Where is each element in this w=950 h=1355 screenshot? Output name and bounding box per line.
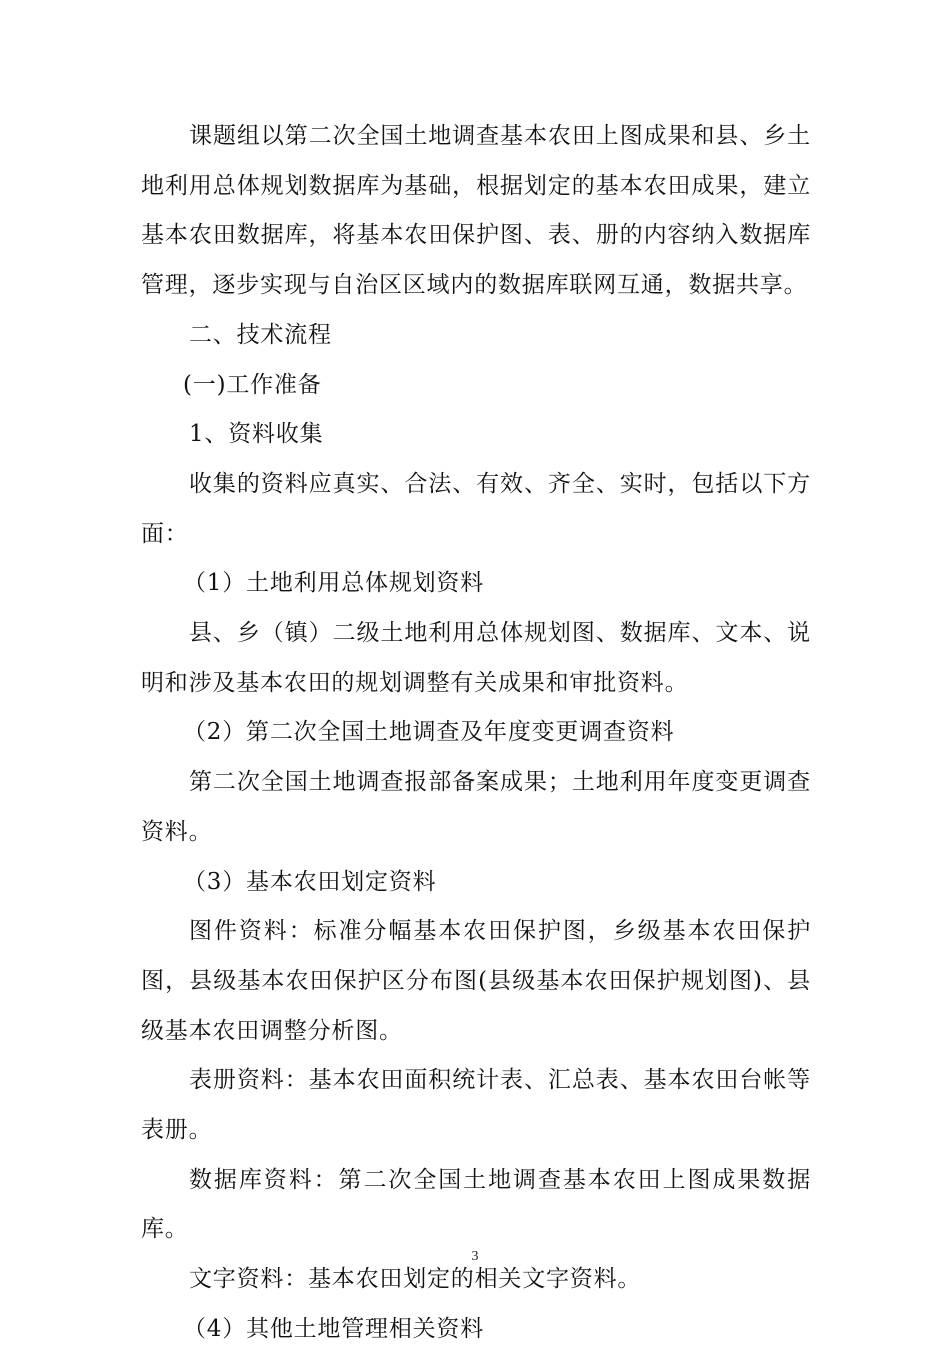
paragraph-database-materials: 数据库资料：第二次全国土地调查基本农田上图成果数据库。 (141, 1166, 811, 1243)
section-heading-technical-process: 二、技术流程 (189, 321, 332, 348)
paragraph-intro: 课题组以第二次全国土地调查基本农田上图成果和县、乡土地利用总体规划数据库为基础，根据划定的基本农田成果，建立基本农田数据库，将基本农田保护图、表、册的内容纳入数据库管理，逐步实现与自治区区域内的数据库联网互通，数据共享。 (141, 123, 811, 299)
item-heading-data-collection: 1、资料收集 (189, 421, 324, 448)
subsection-heading-preparation: (一)工作准备 (183, 371, 322, 398)
item-heading-land-use-plan: （1）土地利用总体规划资料 (183, 570, 485, 597)
item-heading-farmland-delineation: （3）基本农田划定资料 (183, 868, 437, 895)
paragraph-table-materials: 表册资料：基本农田面积统计表、汇总表、基本农田台帐等表册。 (141, 1067, 811, 1144)
item-heading-land-survey: （2）第二次全国土地调查及年度变更调查资料 (183, 719, 675, 746)
paragraph-land-use-plan: 县、乡（镇）二级土地利用总体规划图、数据库、文本、说明和涉及基本农田的规划调整有关成果和审批资料。 (141, 620, 811, 696)
paragraph-collection-requirements: 收集的资料应真实、合法、有效、齐全、实时，包括以下方面： (141, 470, 811, 547)
page-number: 3 (471, 1249, 479, 1264)
paragraph-land-survey: 第二次全国土地调查报部备案成果；土地利用年度变更调查资料。 (141, 769, 811, 845)
paragraph-text-materials: 文字资料：基本农田划定的相关文字资料。 (189, 1266, 642, 1293)
body-text (141, 112, 811, 1355)
item-heading-other-materials: （4）其他土地管理相关资料 (183, 1315, 485, 1342)
paragraph-map-materials: 图件资料：标准分幅基本农田保护图，乡级基本农田保护图，县级基本农田保护区分布图(县级基本农田保护规划图)、县级基本农田调整分析图。 (141, 918, 811, 1044)
